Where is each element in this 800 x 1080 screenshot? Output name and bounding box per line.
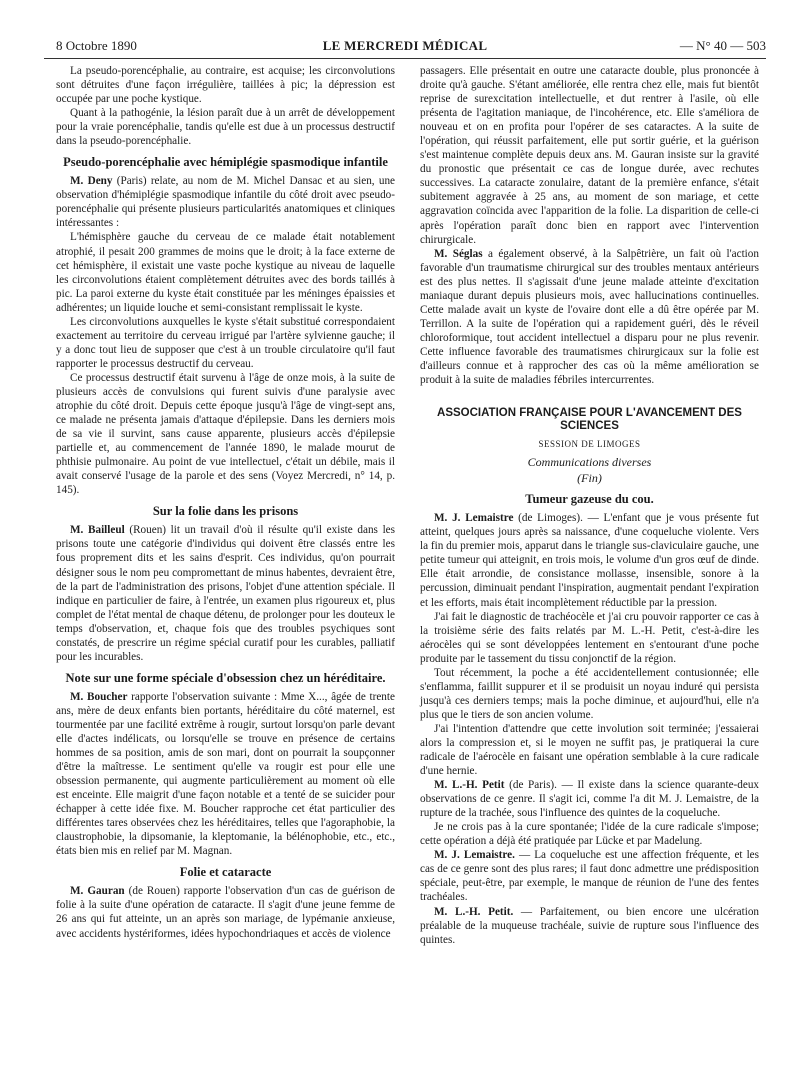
speaker-name: M. J. Lemaistre. <box>434 849 515 862</box>
header-issue-page: — N° 40 — 503 <box>679 38 766 53</box>
paragraph-text: a également observé, à la Salpêtrière, un fait où l'action favorable d'un traumatisme chirurgical sur des troubles mentaux antérieurs est des plus nettes. Il s'agissait d'une jeune malade atteinte d'excitation maniaque durant depuis plusieurs mois, avec hallucinations continuelles. Cette malade avait un kyste de l'ovaire dont elle a dû être opérée par M. Terrillon. A la suite de l'opération qui a rapidement guéri, dès le réveil chloroformique, tout accident intellectuel a disparu pour ne plus revenir. Cette influence favorable des traumatismes chirurgicaux sur la folie est d'ailleurs connue et à rapprocher des cas où la même amélioration se produit à la suite de maladies fébriles intercurrentes. <box>420 247 759 387</box>
paragraph <box>56 523 395 663</box>
section-heading: Pseudo-porencéphalie avec hémiplégie spasmodique infantile <box>63 155 388 170</box>
paragraph: La pseudo-porencéphalie, au contraire, est acquise; les circonvolutions sont détruites d'une façon irrégulière, taillées à pic; la dépression est occupée par une poche kystique. <box>56 65 395 106</box>
left-column <box>56 64 395 941</box>
speaker-name: M. Séglas <box>434 247 483 260</box>
fin-note: (Fin) <box>577 471 602 486</box>
paragraph <box>56 884 395 940</box>
speaker-name: M. Bailleul <box>70 524 125 537</box>
paragraph: J'ai l'intention d'attendre que cette involution soit terminée; j'essaierai alors la compression et, si le moyen ne suffit pas, je pratiquerai la cure radicale de l'aérocèle en faisant une opération semblable à la cure radicale d'une hernie. <box>420 722 759 778</box>
session-subheading: SESSION DE LIMOGES <box>538 439 641 450</box>
paragraph-text: — Parfaitement, ou bien encore une ulcération préalable de la muqueuse trachéale, suivie de rupture sous l'influence des quintes. <box>420 905 760 946</box>
paragraph <box>56 690 395 859</box>
paragraph: J'ai fait le diagnostic de trachéocèle et j'ai cru pouvoir rapporter ce cas à la troisième série des faits relatés par M. L.-H. Petit, c'est-à-dire les aérocèles qui se sont développées lentement en s'entourant d'une poche produite par le tassement du tissu conjonctif de la région. <box>420 610 759 665</box>
paragraph <box>420 905 759 947</box>
section-heading: Sur la folie dans les prisons <box>152 504 299 519</box>
speaker-name: M. L.-H. Petit. <box>434 905 514 918</box>
paragraph-text: (de Paris). — Il existe dans la science quarante-deux observations de ce genre. Il s'agit ici, comme l'a dit M. J. Lemaistre, de la rupture de la trachée, sous l'influence des quintes de la coqueluche. <box>420 779 760 820</box>
speaker-name: M. Boucher <box>70 690 128 703</box>
paragraph-text: rapporte l'observation suivante : Mme X..., âgée de trente ans, mère de deux enfants bien portants, héréditaire du côté maternel, est tourmentée par une facilité extrême à rougir, surtout lorsqu'on parle devant elle d'actes indélicats, ou lorsqu'elle se trouve en présence de certains hommes de sa position, amis de son mari, dont on pourrait la soupçonner d'être la maîtresse. Le sentiment qu'elle va rougir est pour elle une obsession permanente, qui augmente particulièrement au moment où elle est enceinte. Elle maigrit d'une façon notable et a tenté de se suicider pour échapper à cette idée fixe. M. Boucher rapproche cet état particulier des différentes tares observées chez les héréditaires, telles que l'agoraphobie, la claustrophobie, la dipsomanie, la kleptomanie, la bélénophobie, etc., etc., états bien mis en relief par M. Magnan. <box>56 690 395 858</box>
communications-subheading: Communications diverses <box>527 455 652 470</box>
paragraph-text: (de Limoges). — L'enfant que je vous présente fut atteint, quelques jours après sa naissance, d'une coqueluche violente. Vers la fin du premier mois, apparut dans le triangle sus-claviculaire gauche, une petite tumeur qui atteignit, en trois mois, le volume d'un gros œuf de dinde. Elle était arrondie, de consistance mollasse, insensible, sonore à la percussion, diminuait pendant l'inspiration, augmentait pendant l'expiration et les efforts, mais était incomplètement réductible par la pression. <box>420 512 759 609</box>
paragraph: Les circonvolutions auxquelles le kyste s'était substitué correspondaient exactement au territoire du cerveau irrigué par l'artère sylvienne gauche; il y a donc tout lieu de supposer que c'est à un trouble circulatoire qu'il faut rapporter le processus destructif du cerveau. <box>56 315 395 370</box>
right-column <box>420 64 759 947</box>
paragraph: Je ne crois pas à la cure spontanée; l'idée de la cure radicale s'impose; cette opération a déjà été pratiquée par Lücke et par Madelung. <box>420 821 759 848</box>
paragraph-text: — La coqueluche est une affection fréquente, et les cas de ce genre sont des plus rares; il faut donc admettre une prédisposition spéciale, peut-être, par exemple, le manque de réunion de l'une des fentes trachéales. <box>420 849 759 904</box>
paragraph: L'hémisphère gauche du cerveau de ce malade était notablement atrophié, il pesait 200 grammes de moins que le droit; à la face externe de cet hémisphère, il existait une vaste poche kystique au niveau de laquelle les circonvolutions étaient complètement détruites avec des bords taillés à pic. La paroi externe du kyste était constituée par les méninges épaissies et adhérentes; un liquide louche et semi-consistant remplissait le kyste. <box>56 231 395 314</box>
speaker-name: M. L.-H. Petit <box>434 779 505 792</box>
paragraph: Ce processus destructif était survenu à l'âge de onze mois, à la suite de plusieurs accès de convulsions qui furent suivis d'une paralysie avec atrophie du côté droit. Depuis cette époque jusqu'à l'âge de vingt-sept ans, ce malade ne présenta jamais d'attaque d'épilepsie. Dans les derniers mois de sa vie il survint, sans cause apparente, plusieurs accès d'épilepsie partielle et, au commencement de l'année 1890, le malade mourut de phthisie pulmonaire. Au point de vue intellectuel, c'était un débile, mais il avait conservé l'usage de la parole et des sens (Voyez Mercredi, n° 14, p. 145). <box>56 371 395 497</box>
speaker-name: M. J. Lemaistre <box>434 512 514 525</box>
paragraph-text: (Paris) relate, au nom de M. Michel Dansac et au sien, une observation d'hémiplégie spasmodique infantile du côté droit avec pseudo-porencéphalie qui présente plusieurs particularités anatomiques et cliniques intéressantes : <box>56 175 396 230</box>
paragraph: Tout récemment, la poche a été accidentellement contusionnée; elle s'enflamma, faillit suppurer et il se produisit un noyau induré qui persista jusqu'à ces derniers temps; mais la poche diminue, et aujourd'hui, elle n'a plus que le tiers de son ancien volume. <box>420 666 759 721</box>
header-date: 8 Octobre 1890 <box>56 38 137 53</box>
section-heading: Note sur une forme spéciale d'obsession chez un héréditaire. <box>65 670 386 685</box>
paragraph <box>420 247 759 387</box>
running-header <box>44 38 766 58</box>
paragraph <box>56 174 395 230</box>
paragraph-text: (Rouen) lit un travail d'où il résulte qu'il existe dans les prisons toute une catégorie d'individus qui doivent être classés entre les fous proprement dits et les sains d'esprit. Ces individus, qu'on pourrait désigner sous le nom peu compromettant de minus habentes, devraient être, de la part de l'administration des prisons, l'objet d'une attention spéciale. Il indique en particulier de faire, à l'entrée, un examen plus rigoureux et, plus complet de l'état mental de chaque détenu, de prolonger pour les douteux le temps d'observation, et, chaque fois que des troubles psychiques sont constatés, de prescrire un régime spécial curatif pour les curables, palliatif pour les incurables. <box>56 524 395 663</box>
speaker-name: M. Gauran <box>70 885 125 898</box>
header-rule <box>44 58 766 59</box>
section-heading: Tumeur gazeuse du cou. <box>525 492 654 507</box>
speaker-name: M. Deny <box>70 175 113 188</box>
paragraph <box>420 778 759 820</box>
paragraph: Quant à la pathogénie, la lésion paraît due à un arrêt de développement pour la vraie porencéphalie, tandis qu'elle est due à un processus destructif dans la pseudo-porencéphalie. <box>56 107 395 148</box>
paragraph: passagers. Elle présentait en outre une cataracte double, plus prononcée à droite qu'à gauche. S'étant améliorée, elle rentra chez elle, mais fut bientôt reprise de surexcitation intellectuelle, et dut rentrer à l'asile, où elle présenta de l'agitation maniaque, de l'incohérence, etc. Elle s'améliora de nouveau et on en profita pour l'opérer de ses cataractes. A la suite de l'opération, qui réussit parfaitement, elle put sortir guérie, et la guérison s'est maintenue complète depuis deux ans. M. Gauran insiste sur la gravité du pronostic que présentait ce cas de longue durée, avec rechutes successives. La cataracte zonulaire, datant de la première enfance, s'était subitement aggravée à 25 ans, au moment de son mariage, et cette aggravation coïncida avec l'apparition de la folie. La disparition de celle-ci après l'opération paraît donc bien en rapport avec l'intervention chirurgicale. <box>420 65 759 246</box>
section-heading: Folie et cataracte <box>179 865 272 880</box>
association-heading: ASSOCIATION FRANÇAISE POUR L'AVANCEMENT DES SCIENCES <box>437 407 742 433</box>
paragraph <box>420 511 759 609</box>
paragraph <box>420 848 759 904</box>
header-journal-title: LE MERCREDI MÉDICAL <box>322 38 488 53</box>
paragraph-text: (de Rouen) rapporte l'observation d'un cas de guérison de folie à la suite d'une opération de cataracte. Il s'agit d'une jeune femme de 26 ans qui fut atteinte, un an après son mariage, de lypémanie anxieuse, avec accidents hystériformes, idées hypochondriaques et accès de violence <box>56 885 395 940</box>
